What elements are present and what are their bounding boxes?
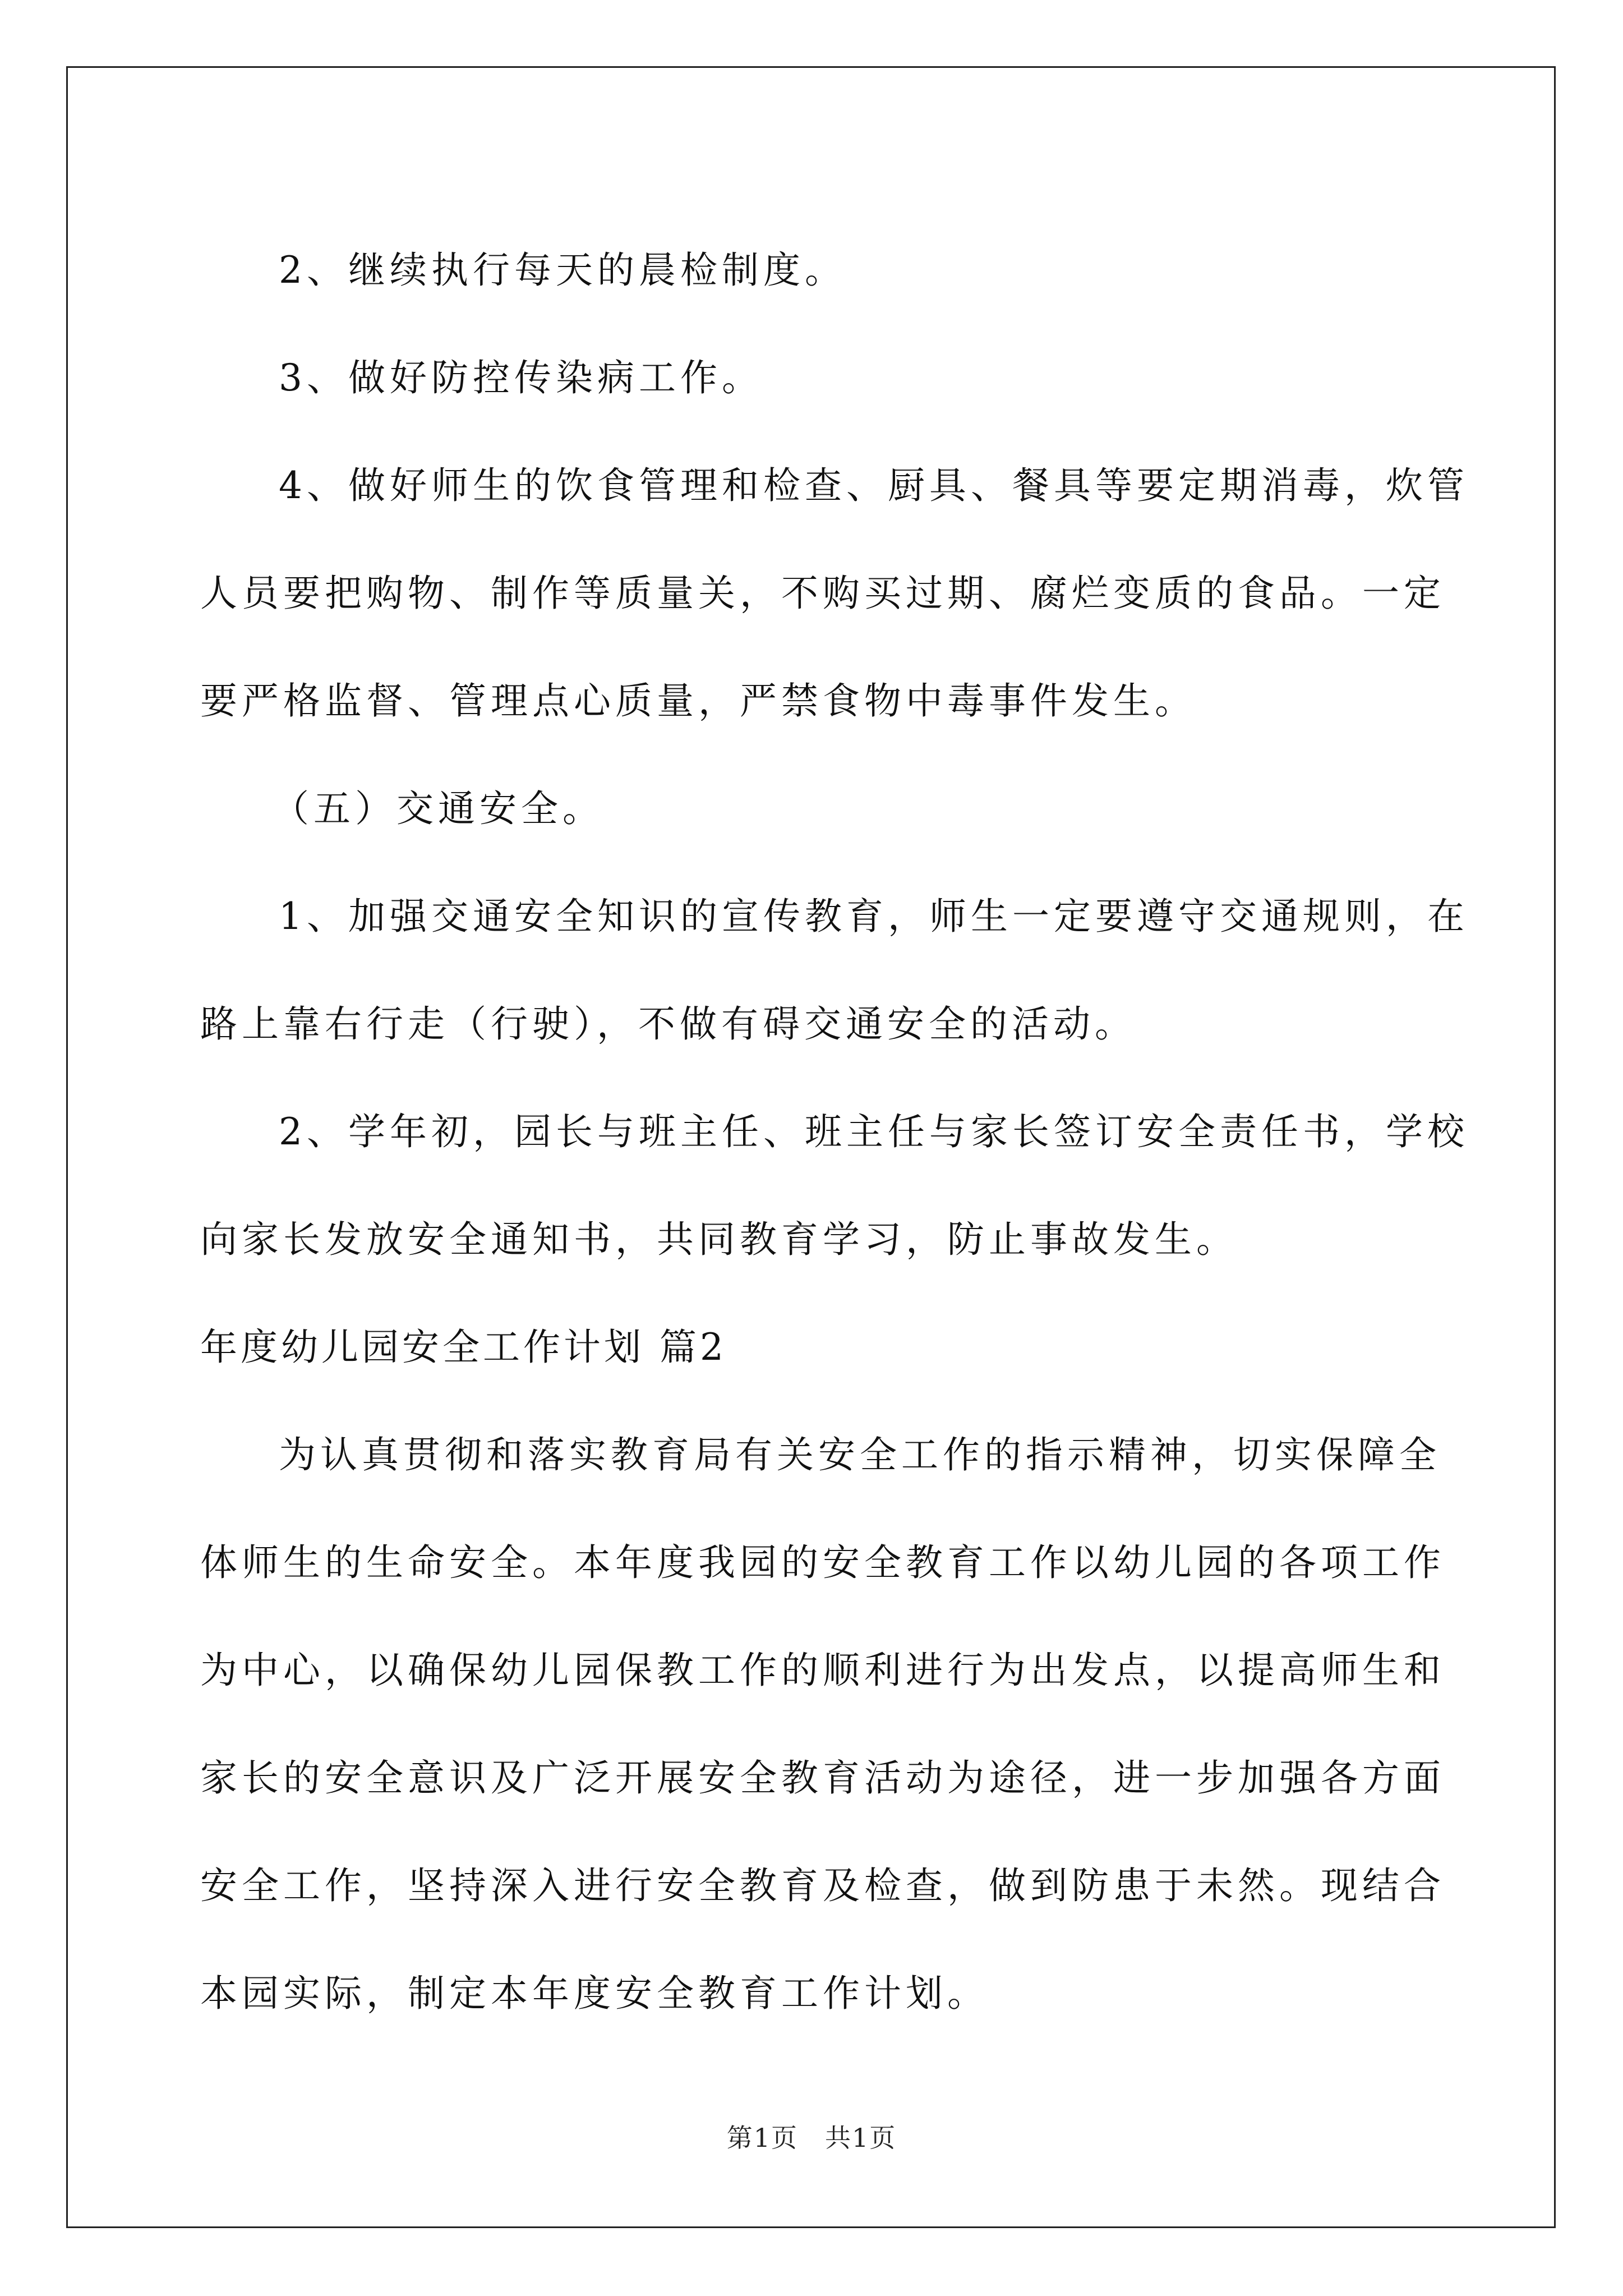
paragraph-responsibility xyxy=(200,1078,1469,1294)
text-line: 要严格监督、管理点心质量，严禁食物中毒事件发生。 xyxy=(200,679,1196,723)
subheading-traffic-safety: （五）交通安全。 xyxy=(272,787,604,830)
section-heading: 年度幼儿园安全工作计划 篇2 xyxy=(200,1326,727,1369)
text-line: 家长的安全意识及广泛开展安全教育活动为途径，进一步加强各方面 xyxy=(200,1756,1445,1800)
document-body xyxy=(200,217,1469,2047)
text-line: 路上靠右行走（行驶），不做有碍交通安全的活动。 xyxy=(200,1002,1136,1046)
text-line: 1、加强交通安全知识的宣传教育，师生一定要遵守交通规则，在 xyxy=(279,895,1469,938)
text-line: 人员要把购物、制作等质量关，不购买过期、腐烂变质的食品。一定 xyxy=(200,572,1445,615)
text-line: 4、做好师生的饮食管理和检查、厨具、餐具等要定期消毒，炊管 xyxy=(279,464,1469,507)
paragraph-intro xyxy=(200,1401,1445,2047)
text-line: 为中心，以确保幼儿园保教工作的顺利进行为出发点，以提高师生和 xyxy=(200,1649,1445,1692)
text-line: 向家长发放安全通知书，共同教育学习，防止事故发生。 xyxy=(200,1218,1238,1261)
paragraph-disease-control: 3、做好防控传染病工作。 xyxy=(279,356,763,399)
text-line: 体师生的生命安全。本年度我园的安全教育工作以幼儿园的各项工作 xyxy=(200,1541,1445,1584)
paragraph-morning-check: 2、继续执行每天的晨检制度。 xyxy=(279,249,846,292)
text-line: 2、学年初，园长与班主任、班主任与家长签订安全责任书，学校 xyxy=(279,1110,1469,1153)
page-number: 第1页 共1页 xyxy=(726,2123,897,2153)
text-line: 本园实际，制定本年度安全教育工作计划。 xyxy=(200,1972,989,2015)
text-line: 为认真贯彻和落实教育局有关安全工作的指示精神，切实保障全 xyxy=(279,1433,1441,1476)
text-line: 安全工作，坚持深入进行安全教育及检查，做到防患于未然。现结合 xyxy=(200,1864,1445,1907)
paragraph-traffic-education xyxy=(200,863,1469,1078)
paragraph-food-safety xyxy=(200,432,1469,755)
